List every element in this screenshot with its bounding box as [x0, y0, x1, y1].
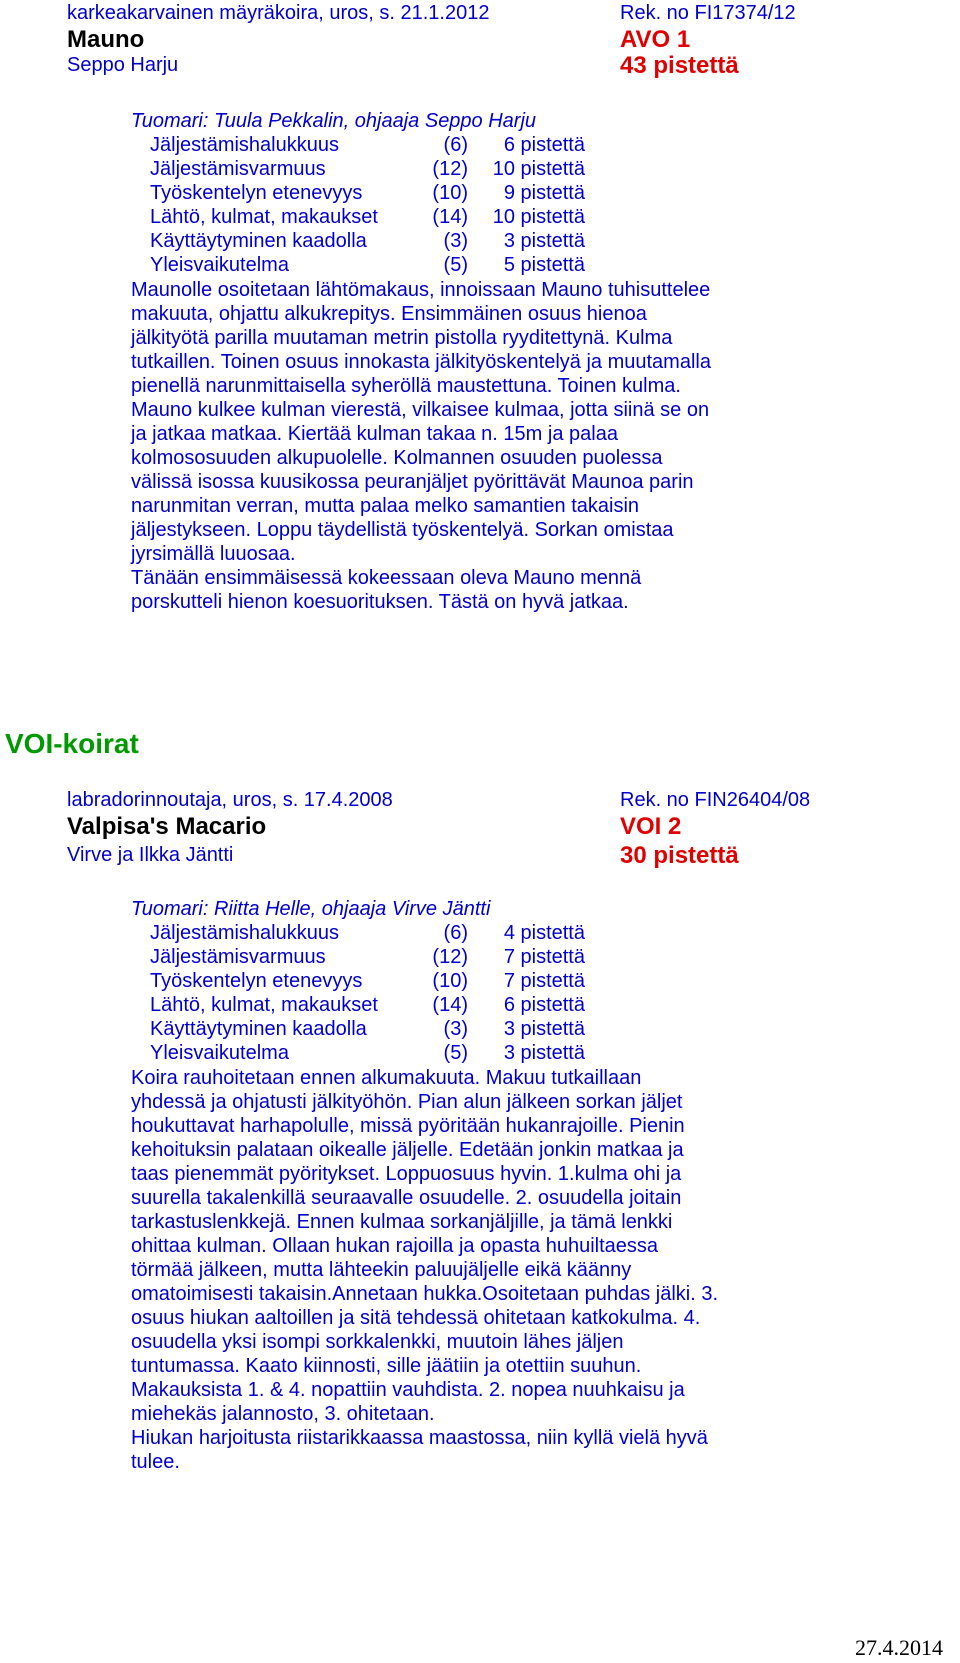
entry-name-row	[67, 813, 947, 841]
score-criterion: Jäljestämisvarmuus	[150, 158, 326, 180]
description-line: ja jatkaa matkaa. Kiertää kulman takaa n. 15m ja palaa	[131, 423, 618, 445]
score-points: 6 pistettä	[503, 994, 585, 1016]
score-points: 3 pistettä	[503, 230, 585, 252]
score-points: 4 pistettä	[503, 922, 585, 944]
registration-number: Rek. no FI17374/12	[620, 2, 796, 24]
footer-date: 27.4.2014	[855, 1635, 943, 1660]
score-criterion: Käyttäytyminen kaadolla	[150, 230, 367, 252]
description-line: välissä isossa kuusikossa peuranjäljet pyörittävät Maunoa parin	[131, 471, 694, 493]
score-criterion: Käyttäytyminen kaadolla	[150, 1018, 367, 1040]
score-max: (14)	[432, 206, 468, 228]
description-line: Mauno kulkee kulman vierestä, vilkaisee kulmaa, jotta siinä se on	[131, 399, 710, 421]
description-line: taas pienemmät pyöritykset. Loppuosuus hyvin. 1.kulma ohi ja	[131, 1163, 682, 1185]
total-points: 43 pistettä	[620, 52, 739, 79]
breed-line: karkeakarvainen mäyräkoira, uros, s. 21.1.2012	[67, 2, 490, 24]
description-line: miehekäs jalannosto, 3. ohitetaan.	[131, 1403, 435, 1425]
score-points: 3 pistettä	[503, 1042, 585, 1064]
performance-description	[131, 278, 771, 614]
breed-line: labradorinnoutaja, uros, s. 17.4.2008	[67, 789, 393, 811]
entry-meta-row	[67, 1, 947, 29]
description-line: jälkityötä parilla muutaman metrin pistolla ryyditettynä. Kulma	[131, 327, 673, 349]
description-line: Makauksista 1. & 4. nopattiin vauhdista. 2. nopea nuuhkaisu ja	[131, 1379, 685, 1401]
summary-line: Tänään ensimmäisessä kokeessaan oleva Mauno mennä	[131, 567, 642, 589]
dog-name: Mauno	[67, 26, 145, 53]
description-line: yhdessä ja ohjatusti jälkityöhön. Pian alun jälkeen sorkan jäljet	[131, 1091, 683, 1113]
summary-line: tulee.	[131, 1451, 180, 1473]
score-criterion: Työskentelyn etenevyys	[150, 970, 363, 992]
registration-number: Rek. no FIN26404/08	[620, 789, 811, 811]
score-criterion: Jäljestämishalukkuus	[150, 134, 339, 156]
score-points: 10 pistettä	[492, 206, 585, 228]
score-points: 6 pistettä	[503, 134, 585, 156]
judge-line: Tuomari: Riitta Helle, ohjaaja Virve Jäntti	[131, 898, 491, 920]
score-max: (5)	[443, 254, 468, 276]
result-class: AVO 1	[620, 26, 691, 53]
entry-owner-row	[67, 843, 947, 871]
description-line: suurella takalenkillä seuraavalle osuudelle. 2. osuudella joitain	[131, 1187, 682, 1209]
score-max: (10)	[432, 970, 468, 992]
description-line: kolmososuuden alkupuolelle. Kolmannen osuuden puolessa	[131, 447, 663, 469]
score-points: 5 pistettä	[503, 254, 585, 276]
description-line: tuntumassa. Kaato kiinnosti, sille jäätiin ja otettiin suuhun.	[131, 1355, 642, 1377]
section-title: VOI-koirat	[5, 728, 139, 759]
description-line: osuudella yksi isompi sorkkalenkki, muutoin lähes jäljen	[131, 1331, 624, 1353]
description-line: tarkastuslenkkejä. Ennen kulmaa sorkanjäljille, ja tämä lenkki	[131, 1211, 673, 1233]
score-max: (14)	[432, 994, 468, 1016]
performance-description	[131, 1066, 771, 1474]
score-points: 9 pistettä	[503, 182, 585, 204]
score-points: 3 pistettä	[503, 1018, 585, 1040]
score-criterion: Yleisvaikutelma	[150, 1042, 289, 1064]
description-line: ohittaa kulman. Ollaan hukan rajoilla ja opasta huhuiltaessa	[131, 1235, 659, 1257]
score-criterion: Jäljestämishalukkuus	[150, 922, 339, 944]
result-class: VOI 2	[620, 813, 682, 840]
description-line: makuuta, ohjattu alkukrepitys. Ensimmäinen osuus hienoa	[131, 303, 647, 325]
score-points: 7 pistettä	[503, 970, 585, 992]
description-line: jäljestykseen. Loppu täydellistä työskentelyä. Sorkan omistaa	[131, 519, 674, 541]
score-max: (10)	[432, 182, 468, 204]
score-max: (3)	[443, 230, 468, 252]
description-line: jyrsimällä luuosaa.	[131, 543, 296, 565]
total-points: 30 pistettä	[620, 842, 739, 869]
description-line: Maunolle osoitetaan lähtömakaus, innoissaan Mauno tuhisuttelee	[131, 279, 711, 301]
description-line: törmää jälkeen, mutta lähteekin paluujäljelle eikä käänny	[131, 1259, 632, 1281]
description-line: omatoimisesti takaisin.Annetaan hukka.Osoitetaan puhdas jälki. 3.	[131, 1283, 719, 1305]
score-max: (12)	[432, 158, 468, 180]
score-max: (3)	[443, 1018, 468, 1040]
score-criterion: Lähtö, kulmat, makaukset	[150, 994, 378, 1016]
score-max: (6)	[443, 922, 468, 944]
entry-name-row	[67, 26, 947, 54]
owner-name: Seppo Harju	[67, 54, 179, 76]
score-points: 7 pistettä	[503, 946, 585, 968]
score-max: (6)	[443, 134, 468, 156]
description-line: osuus hiukan aaltoillen ja sitä tehdessä ohitetaan katkokulma. 4.	[131, 1307, 701, 1329]
score-criterion: Työskentelyn etenevyys	[150, 182, 363, 204]
score-criterion: Jäljestämisvarmuus	[150, 946, 326, 968]
entry-owner-row	[67, 53, 947, 81]
description-line: kehoituksin palataan oikealle jäljelle. Edetään jonkin matkaa ja	[131, 1139, 684, 1161]
score-points: 10 pistettä	[492, 158, 585, 180]
description-line: Koira rauhoitetaan ennen alkumakuuta. Makuu tutkaillaan	[131, 1067, 642, 1089]
score-criterion: Yleisvaikutelma	[150, 254, 289, 276]
judge-line: Tuomari: Tuula Pekkalin, ohjaaja Seppo Harju	[131, 110, 537, 132]
summary-line: porskutteli hienon koesuorituksen. Tästä on hyvä jatkaa.	[131, 591, 629, 613]
summary-line: Hiukan harjoitusta riistarikkaassa maastossa, niin kyllä vielä hyvä	[131, 1427, 708, 1449]
description-line: houkuttavat harhapolulle, missä pyöritään hukanrajoille. Pienin	[131, 1115, 685, 1137]
owner-name: Virve ja Ilkka Jäntti	[67, 844, 234, 866]
score-criterion: Lähtö, kulmat, makaukset	[150, 206, 378, 228]
score-max: (12)	[432, 946, 468, 968]
description-line: narunmitan verran, mutta palaa melko samantien takaisin	[131, 495, 640, 517]
description-line: pienellä narunmittaisella syheröllä maustettuna. Toinen kulma.	[131, 375, 681, 397]
score-max: (5)	[443, 1042, 468, 1064]
description-line: tutkaillen. Toinen osuus innokasta jälkityöskentelyä ja muutamalla	[131, 351, 711, 373]
dog-name: Valpisa's Macario	[67, 813, 267, 840]
entry-meta-row	[67, 788, 947, 816]
